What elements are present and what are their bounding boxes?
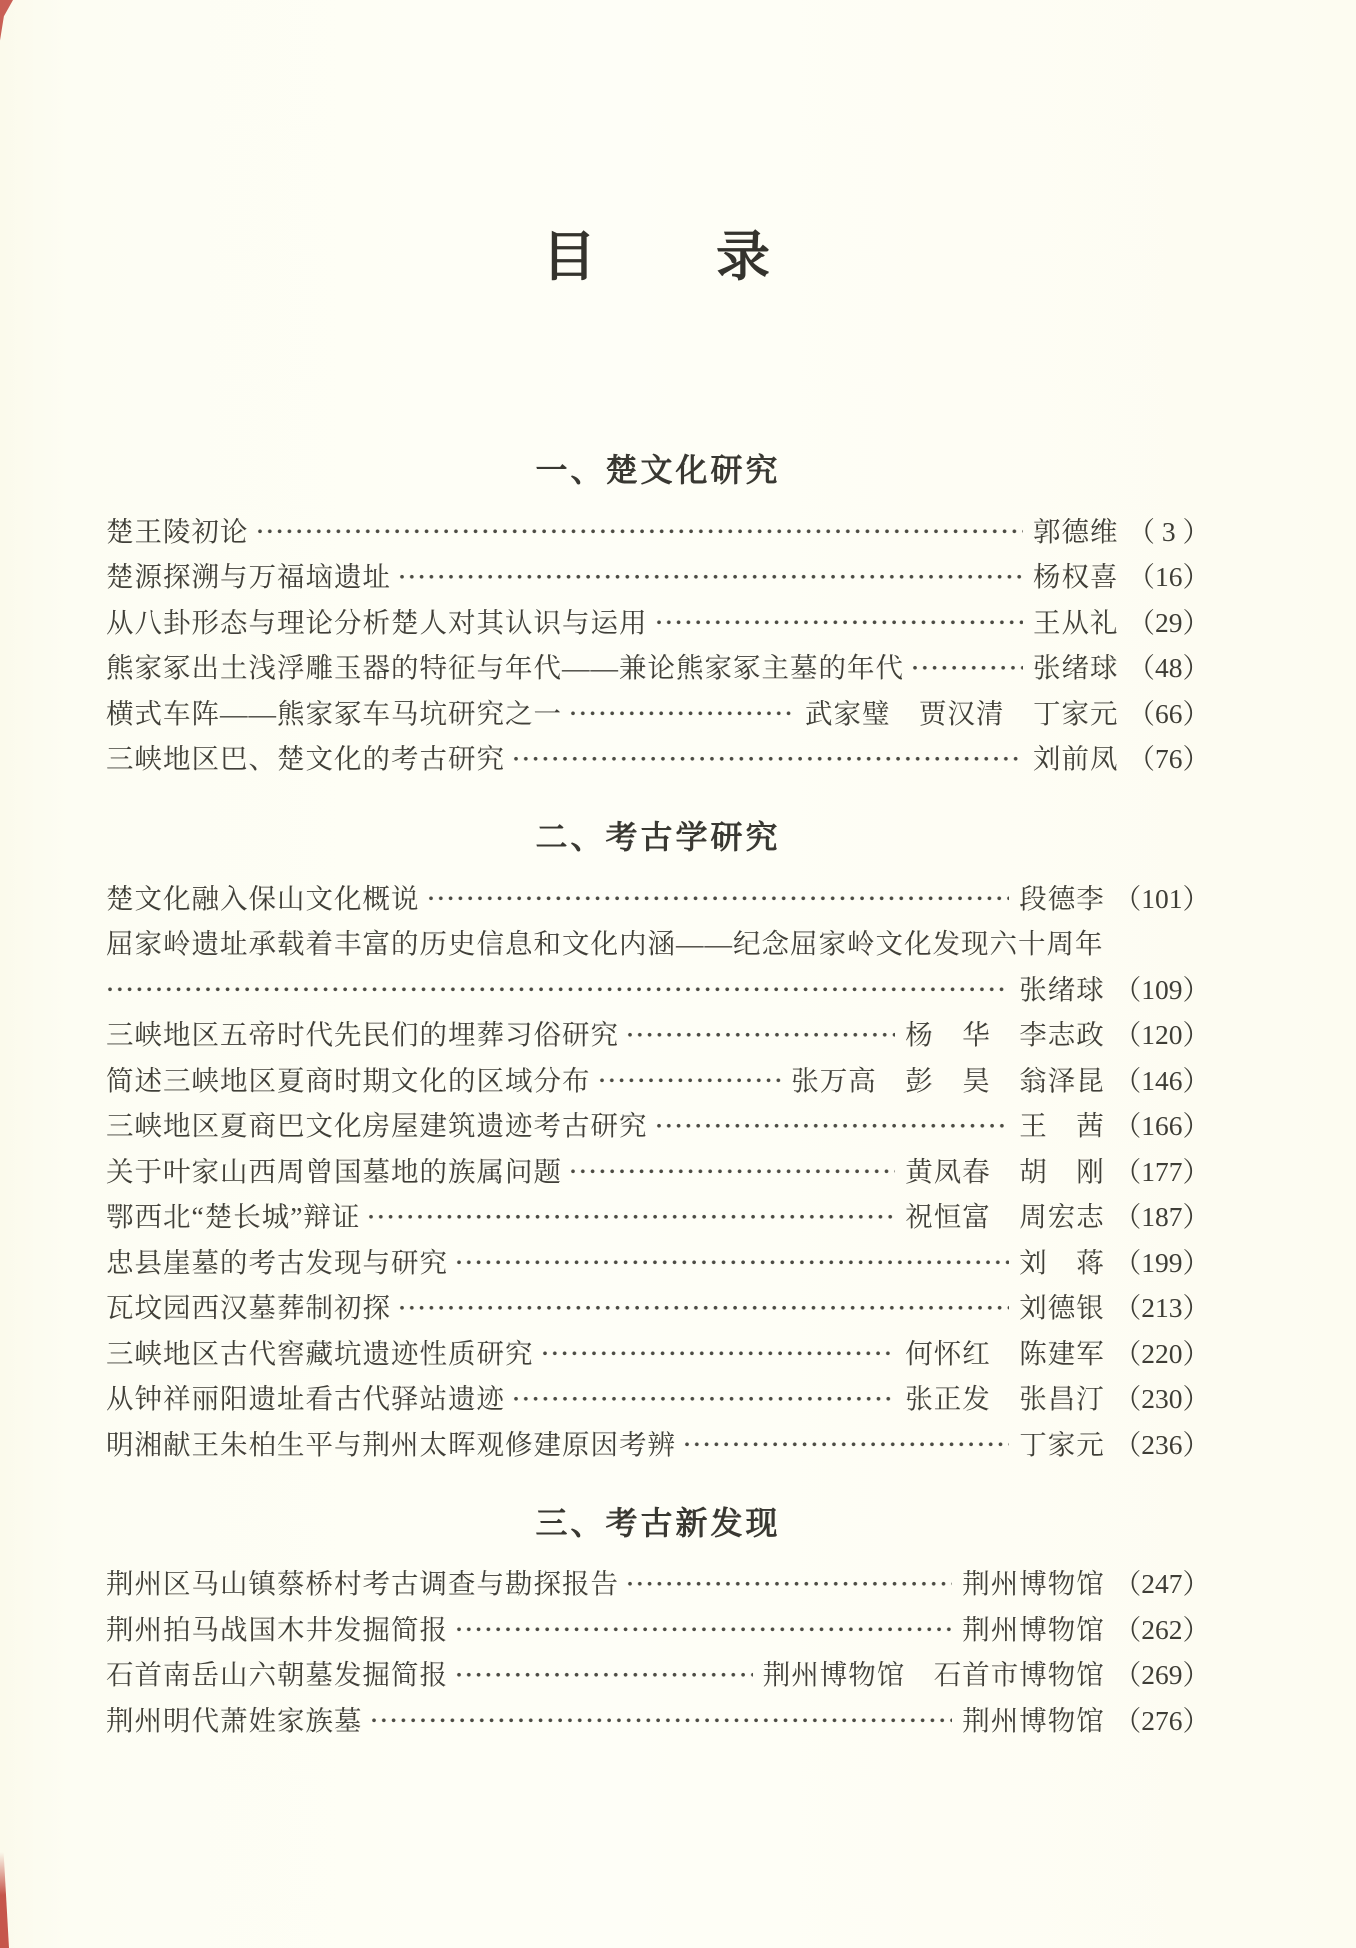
toc-entry: [106, 734, 1210, 780]
toc-entry: [106, 1650, 1210, 1696]
section-heading: 二、考古学研究: [535, 819, 781, 855]
entry-page-number: （109）: [1113, 973, 1210, 1005]
entry-title: 荆州区马山镇蔡桥村考古调查与勘探报告: [106, 1568, 619, 1600]
entry-title: 三峡地区夏商巴文化房屋建筑遗迹考古研究: [106, 1110, 648, 1142]
dot-leader: [626, 1559, 952, 1605]
toc-entry: [106, 506, 1210, 552]
entry-page-number: （76）: [1127, 743, 1210, 775]
toc-entry: [106, 643, 1210, 689]
dot-leader: [626, 1010, 895, 1056]
scan-artifact-top-left: [0, 0, 13, 54]
dot-leader: [398, 1283, 1009, 1329]
toc-entry: [106, 552, 1210, 598]
entry-page-number: （236）: [1113, 1428, 1210, 1460]
dot-leader: [256, 506, 1024, 552]
toc-entry: [106, 597, 1210, 643]
toc-entry: [106, 1559, 1210, 1605]
section-chu-culture-research: [106, 452, 1210, 779]
dot-leader: [655, 597, 1024, 643]
entry-title: 荆州明代萧姓家族墓: [106, 1704, 363, 1736]
toc-entry: [106, 1101, 1210, 1147]
entry-authors: 段德李: [1019, 882, 1105, 914]
entry-title: 简述三峡地区夏商时期文化的区域分布: [106, 1064, 591, 1096]
entry-page-number: （269）: [1113, 1659, 1210, 1691]
dot-leader: [370, 1695, 953, 1741]
dot-leader: [569, 1146, 895, 1192]
dot-leader: [911, 643, 1023, 689]
entry-title: 三峡地区古代窖藏坑遗迹性质研究: [106, 1337, 534, 1369]
page-title: 目 录: [542, 227, 774, 287]
section-heading: 三、考古新发现: [535, 1504, 781, 1541]
toc-content: [106, 0, 1210, 1741]
entry-authors: 张绪球: [1019, 973, 1105, 1005]
entry-page-number: （262）: [1113, 1613, 1210, 1645]
entry-authors: 祝恒富 周宏志: [905, 1201, 1105, 1233]
entry-page-number: （276）: [1113, 1704, 1210, 1736]
dot-leader: [367, 1192, 895, 1238]
toc-entry: [106, 1010, 1210, 1056]
entry-title: 熊家冢出土浅浮雕玉器的特征与年代——兼论熊家冢主墓的年代: [106, 652, 904, 684]
dot-leader: [512, 734, 1023, 780]
entry-authors: 黄凤春 胡 刚: [905, 1155, 1105, 1187]
entry-title: 明湘献王朱柏生平与荆州太晖观修建原因考辨: [106, 1428, 676, 1460]
entry-title: 鄂西北“楚长城”辩证: [106, 1201, 361, 1233]
dot-leader: [398, 552, 1023, 598]
entry-page-number: （187）: [1113, 1201, 1210, 1233]
entry-page-number: （166）: [1113, 1110, 1210, 1142]
entry-title: 横式车阵——熊家冢车马坑研究之一: [106, 697, 562, 729]
entry-authors: 杨 华 李志政: [905, 1019, 1105, 1051]
entry-title: 楚文化融入保山文化概说: [106, 882, 420, 914]
entry-title: 楚源探溯与万福垴遗址: [106, 561, 391, 593]
entry-authors: 丁家元: [1019, 1428, 1105, 1460]
entry-authors: 何怀红 陈建军: [905, 1337, 1105, 1369]
entry-authors: 荆州博物馆 石首市博物馆: [762, 1659, 1105, 1691]
entry-page-number: （29）: [1127, 606, 1210, 638]
dot-leader: [598, 1055, 782, 1101]
toc-entry: [106, 1419, 1210, 1465]
entry-authors: 张正发 张昌汀: [905, 1383, 1105, 1415]
dot-leader: [683, 1419, 1009, 1465]
entry-authors: 杨权喜: [1033, 561, 1119, 593]
dot-leader: [541, 1328, 896, 1374]
entry-title: 三峡地区五帝时代先民们的埋葬习俗研究: [106, 1019, 619, 1051]
entry-page-number: （230）: [1113, 1383, 1210, 1415]
entry-title: 楚王陵初论: [106, 515, 249, 547]
section-heading: 一、楚文化研究: [535, 452, 781, 488]
toc-entry: [106, 688, 1210, 734]
entry-title: 从八卦形态与理论分析楚人对其认识与运用: [106, 606, 648, 638]
entry-page-number: （ 3 ）: [1127, 515, 1210, 547]
entry-authors: 张绪球: [1033, 652, 1119, 684]
entry-title: 从钟祥丽阳遗址看古代驿站遗迹: [106, 1383, 505, 1415]
toc-entry: [106, 1192, 1210, 1238]
toc-entry: [106, 1604, 1210, 1650]
dot-leader: [455, 1237, 1009, 1283]
dot-leader: [106, 964, 1009, 1010]
toc-entry: [106, 1283, 1210, 1329]
dot-leader: [569, 688, 795, 734]
toc-entry: [106, 1237, 1210, 1283]
entry-page-number: （213）: [1113, 1292, 1210, 1324]
entry-authors: 武家璧 贾汉清 丁家元: [805, 697, 1119, 729]
toc-entry: [106, 1328, 1210, 1374]
entry-authors: 荆州博物馆: [962, 1613, 1105, 1645]
entry-page-number: （220）: [1113, 1337, 1210, 1369]
toc-entry: [106, 1055, 1210, 1101]
entry-page-number: （146）: [1113, 1064, 1210, 1096]
entry-page-number: （199）: [1113, 1246, 1210, 1278]
entry-authors: 荆州博物馆: [962, 1704, 1105, 1736]
entry-title: 荆州拍马战国木井发掘简报: [106, 1613, 448, 1645]
section-entries: [106, 873, 1210, 1465]
toc-entry: [106, 1374, 1210, 1420]
entry-authors: 王 茜: [1019, 1110, 1105, 1142]
section-new-discoveries: [106, 1505, 1210, 1741]
entry-page-number: （247）: [1113, 1568, 1210, 1600]
entry-page-number: （177）: [1113, 1155, 1210, 1187]
entry-page-number: （16）: [1127, 561, 1210, 593]
toc-entry: [106, 919, 1210, 965]
dot-leader: [455, 1650, 753, 1696]
entry-page-number: （66）: [1127, 697, 1210, 729]
entry-authors: 刘德银: [1019, 1292, 1105, 1324]
entry-authors: 张万高 彭 昊 翁泽昆: [791, 1064, 1105, 1096]
toc-entry: [106, 1695, 1210, 1741]
scan-artifact-bottom-left: [0, 1852, 9, 1948]
entry-authors: 王从礼: [1033, 606, 1119, 638]
entry-title: 瓦坟园西汉墓葬制初探: [106, 1292, 391, 1324]
entry-title: 关于叶家山西周曾国墓地的族属问题: [106, 1155, 562, 1187]
entry-title: 石首南岳山六朝墓发掘简报: [106, 1659, 448, 1691]
entry-authors: 荆州博物馆: [962, 1568, 1105, 1600]
toc-entry: [106, 1146, 1210, 1192]
section-entries: [106, 1559, 1210, 1741]
entry-title: 屈家岭遗址承载着丰富的历史信息和文化内涵——纪念屈家岭文化发现六十周年: [106, 928, 1104, 960]
toc-entry-continuation: [106, 964, 1210, 1010]
entry-page-number: （48）: [1127, 652, 1210, 684]
section-archaeology-research: [106, 819, 1210, 1465]
dot-leader: [655, 1101, 1010, 1147]
section-entries: [106, 506, 1210, 779]
entry-title: 忠县崖墓的考古发现与研究: [106, 1246, 448, 1278]
entry-authors: 刘前凤: [1033, 743, 1119, 775]
dot-leader: [427, 873, 1010, 919]
entry-authors: 郭德维: [1033, 515, 1119, 547]
dot-leader: [512, 1374, 895, 1420]
dot-leader: [455, 1604, 952, 1650]
entry-title: 三峡地区巴、楚文化的考古研究: [106, 743, 505, 775]
entry-page-number: （120）: [1113, 1019, 1210, 1051]
entry-page-number: （101）: [1113, 882, 1210, 914]
toc-entry: [106, 873, 1210, 919]
entry-authors: 刘 蒋: [1019, 1246, 1105, 1278]
